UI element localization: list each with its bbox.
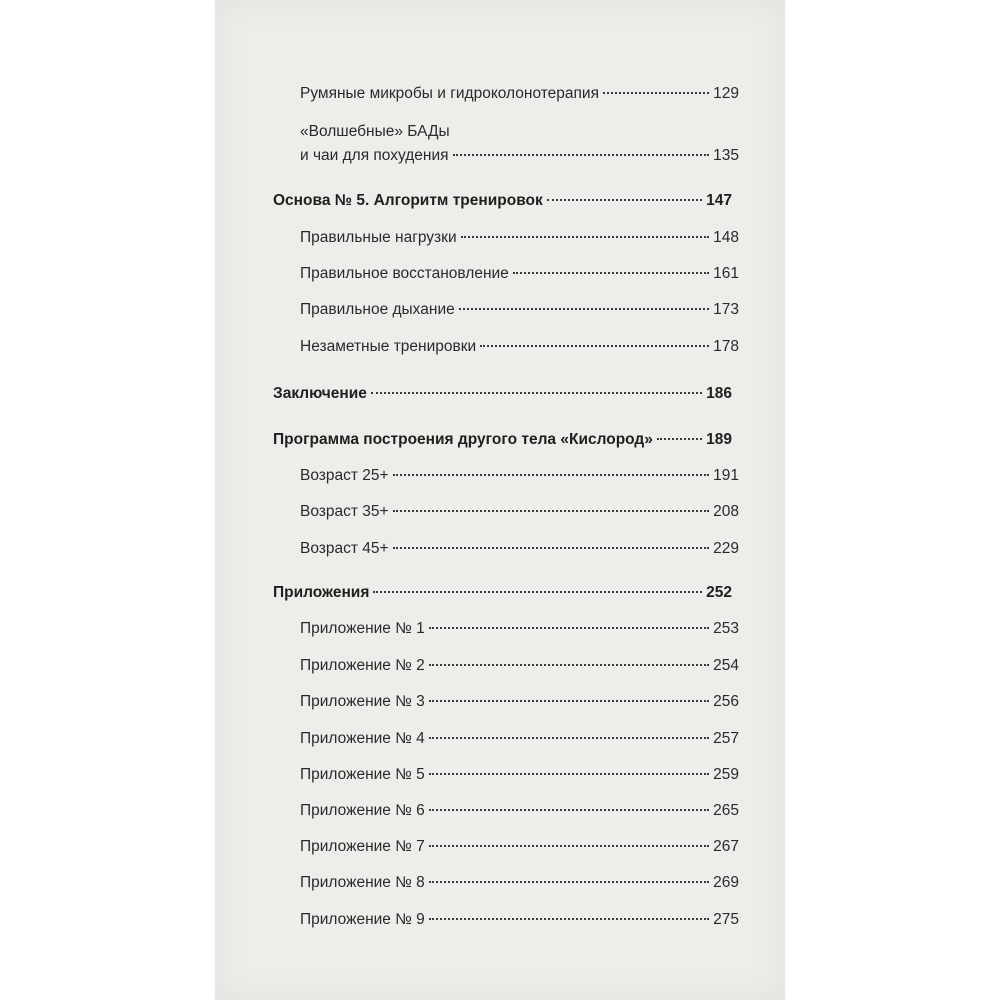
toc-entry-title: Основа № 5. Алгоритм тренировок: [273, 192, 543, 209]
dot-leader: [480, 344, 709, 347]
toc-entry-title: Приложение № 9: [300, 911, 425, 928]
dot-leader: [603, 91, 709, 94]
toc-entry-page: 135: [713, 147, 739, 164]
toc-section-entry: [273, 382, 732, 406]
toc-entry-page: 259: [713, 766, 739, 783]
toc-entry: [300, 226, 739, 250]
toc-entry-title: Правильное дыхание: [300, 301, 455, 318]
toc-entry: [300, 835, 739, 859]
dot-leader: [393, 546, 710, 549]
dot-leader: [393, 509, 710, 512]
toc-entry-title: Приложение № 3: [300, 693, 425, 710]
dot-leader: [429, 699, 709, 702]
dot-leader: [657, 437, 702, 440]
toc-entry-title: и чаи для похудения: [300, 147, 449, 164]
dot-leader: [429, 808, 709, 811]
dot-leader: [371, 391, 702, 394]
toc-entry: [300, 537, 739, 561]
toc-entry-title: Незаметные тренировки: [300, 338, 477, 355]
toc-entry-page: 265: [713, 802, 739, 819]
toc-entry-page: 275: [713, 911, 739, 928]
toc-entry: [300, 120, 739, 168]
toc-entry: [300, 262, 739, 286]
toc-entry-page: 186: [706, 385, 732, 402]
toc-entry-title: Приложение № 7: [300, 838, 425, 855]
toc-entry: [300, 82, 739, 106]
toc-entry: [300, 799, 739, 823]
table-of-contents: [215, 0, 785, 1000]
toc-entry: [300, 617, 739, 641]
toc-entry-page: 229: [713, 540, 739, 557]
toc-entry: [300, 335, 739, 359]
dot-leader: [373, 590, 702, 593]
toc-section-entry: [273, 428, 732, 452]
dot-leader: [461, 235, 710, 238]
toc-entry: [300, 871, 739, 895]
dot-leader: [429, 772, 709, 775]
book-page: [215, 0, 785, 1000]
dot-leader: [429, 917, 709, 920]
toc-entry-title: Возраст 35+: [300, 503, 389, 520]
toc-entry-page: 269: [713, 874, 739, 891]
toc-entry-page: 147: [706, 192, 732, 209]
dot-leader: [513, 271, 709, 274]
toc-entry-page: 252: [706, 584, 732, 601]
toc-entry-title: Приложение № 2: [300, 657, 425, 674]
toc-entry: [300, 298, 739, 322]
toc-entry-title: Правильные нагрузки: [300, 229, 457, 246]
toc-entry: [300, 464, 739, 488]
toc-entry-page: 148: [713, 229, 739, 246]
toc-entry-page: 161: [713, 265, 739, 282]
toc-entry-title-line1: «Волшебные» БАДы: [300, 123, 450, 140]
toc-entry-page: 257: [713, 730, 739, 747]
toc-entry-page: 254: [713, 657, 739, 674]
toc-entry: [300, 763, 739, 787]
dot-leader: [459, 307, 709, 310]
toc-entry-page: 256: [713, 693, 739, 710]
dot-leader: [393, 473, 710, 476]
toc-entry-page: 267: [713, 838, 739, 855]
toc-entry-title: Приложение № 6: [300, 802, 425, 819]
toc-entry-title: Приложение № 5: [300, 766, 425, 783]
toc-entry: [300, 727, 739, 751]
dot-leader: [453, 153, 710, 156]
dot-leader: [429, 736, 709, 739]
dot-leader: [429, 880, 709, 883]
toc-entry-title: Приложение № 8: [300, 874, 425, 891]
toc-entry-title: Правильное восстановление: [300, 265, 509, 282]
toc-section-entry: [273, 189, 732, 213]
toc-entry-title: Приложение № 4: [300, 730, 425, 747]
toc-entry-page: 208: [713, 503, 739, 520]
toc-entry-title: Возраст 25+: [300, 467, 389, 484]
toc-entry-page: 178: [713, 338, 739, 355]
toc-entry: [300, 500, 739, 524]
toc-section-entry: [273, 581, 732, 605]
toc-entry-page: 189: [706, 431, 732, 448]
dot-leader: [429, 663, 709, 666]
toc-entry-title: Программа построения другого тела «Кислород»: [273, 431, 653, 448]
toc-entry-title: Приложение № 1: [300, 620, 425, 637]
toc-entry: [300, 690, 739, 714]
toc-entry-page: 129: [713, 85, 739, 102]
toc-entry: [300, 908, 739, 932]
toc-entry-page: 191: [713, 467, 739, 484]
toc-entry-page: 253: [713, 620, 739, 637]
dot-leader: [429, 844, 709, 847]
toc-entry-title: Румяные микробы и гидроколонотерапия: [300, 85, 599, 102]
toc-entry-title: Возраст 45+: [300, 540, 389, 557]
toc-entry-title: Приложения: [273, 584, 370, 601]
dot-leader: [547, 198, 702, 201]
toc-entry: [300, 654, 739, 678]
dot-leader: [429, 626, 709, 629]
toc-entry-page: 173: [713, 301, 739, 318]
toc-entry-title: Заключение: [273, 385, 367, 402]
